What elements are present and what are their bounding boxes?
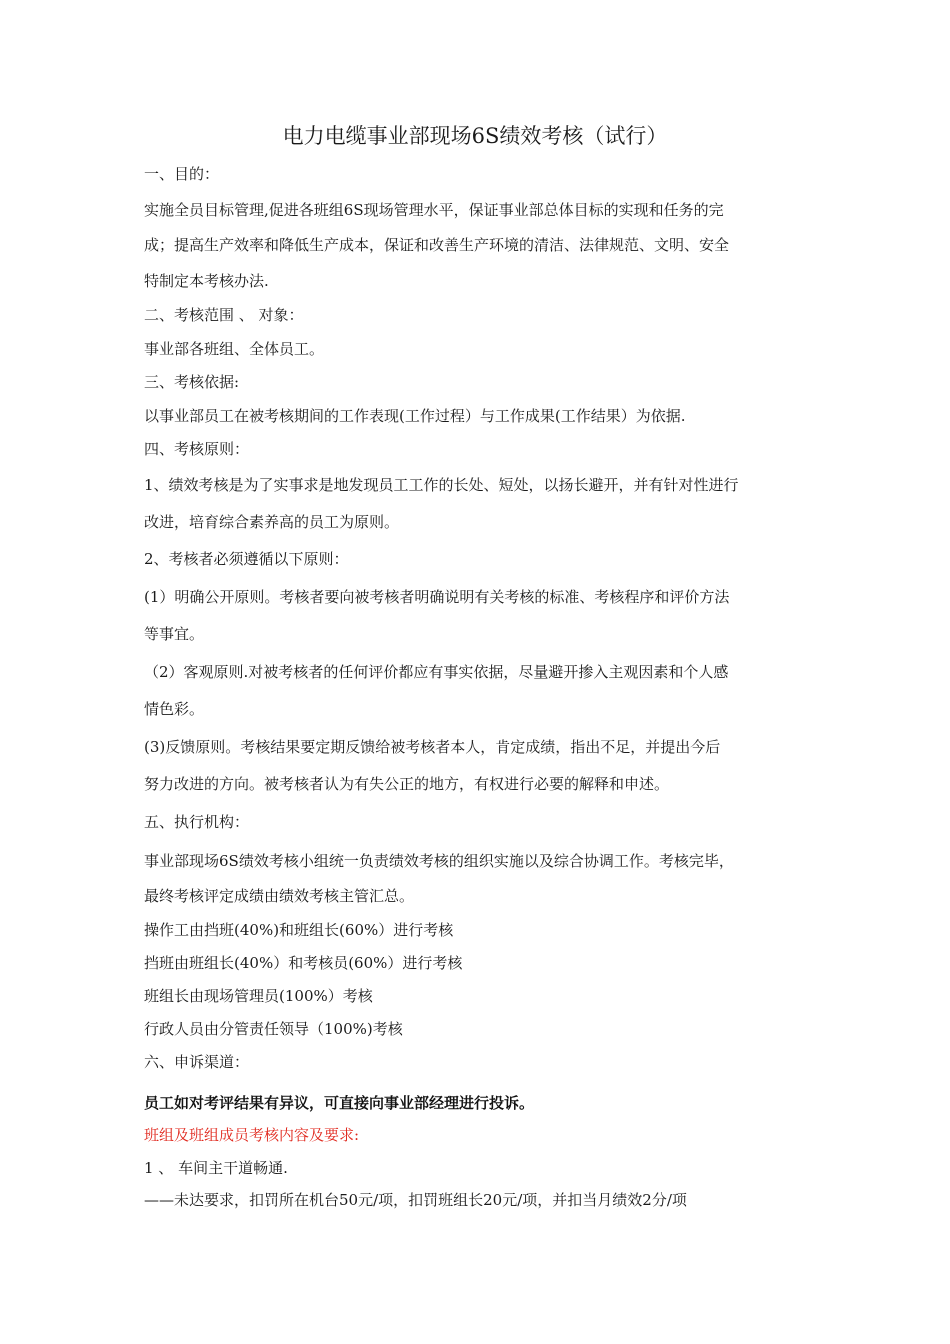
paragraph-line: 成；提高生产效率和降低生产成本，保证和改善生产环境的清洁、法律规范、文明、安全 (144, 236, 730, 254)
section-heading-scope: 二、考核范围 、 对象： (144, 306, 304, 324)
paragraph-line: 行政人员由分管责任领导（100%)考核 (144, 1020, 403, 1038)
paragraph-line: 改进，培育综合素养高的员工为原则。 (144, 513, 400, 531)
paragraph-line: 情色彩。 (144, 700, 205, 718)
paragraph-line: 1、绩效考核是为了实事求是地发现员工工作的长处、短处，以扬长避开，并有针对性进行 (144, 476, 739, 494)
section-heading-organization: 五、执行机构： (144, 813, 250, 831)
paragraph-line: 事业部现场6S绩效考核小组统一负责绩效考核的组织实施以及综合协调工作。考核完毕， (144, 852, 734, 870)
appeal-statement: 员工如对考评结果有异议，可直接向事业部经理进行投诉。 (144, 1094, 535, 1112)
requirements-heading: 班组及班组成员考核内容及要求: (144, 1126, 360, 1144)
paragraph-line: 努力改进的方向。被考核者认为有失公正的地方，有权进行必要的解释和申述。 (144, 775, 670, 793)
paragraph-line: 班组长由现场管理员(100%）考核 (144, 987, 373, 1005)
paragraph-line: 最终考核评定成绩由绩效考核主管汇总。 (144, 887, 415, 905)
paragraph-line: (3)反馈原则。考核结果要定期反馈给被考核者本人，肯定成绩，指出不足，并提出今后 (144, 738, 721, 756)
paragraph-line: 等事宜。 (144, 625, 205, 643)
document-title: 电力电缆事业部现场6S绩效考核（试行） (282, 124, 668, 148)
paragraph-line: 以事业部员工在被考核期间的工作表现(工作过程）与工作成果(工作结果）为依据. (144, 407, 686, 425)
paragraph-line: 操作工由挡班(40%)和班组长(60%）进行考核 (144, 921, 454, 939)
penalty-line: ——未达要求，扣罚所在机台50元/项，扣罚班组长20元/项，并扣当月绩效2分/项 (144, 1191, 687, 1209)
paragraph-line: 2、考核者必须遵循以下原则： (144, 550, 349, 568)
requirement-item: 1 、 车间主干道畅通. (144, 1159, 288, 1177)
section-heading-basis: 三、考核依据: (144, 373, 240, 391)
paragraph-line: (1）明确公开原则。考核者要向被考核者明确说明有关考核的标准、考核程序和评价方法 (144, 588, 730, 606)
section-heading-purpose: 一、目的： (144, 165, 220, 183)
paragraph-line: 实施全员目标管理,促进各班组6S现场管理水平，保证事业部总体目标的实现和任务的完 (144, 201, 724, 219)
paragraph-line: （2）客观原则.对被考核者的任何评价都应有事实依据，尽量避开掺入主观因素和个人感 (144, 663, 729, 681)
paragraph-line: 特制定本考核办法. (144, 272, 269, 290)
section-heading-appeal: 六、申诉渠道： (144, 1053, 250, 1071)
section-heading-principles: 四、考核原则： (144, 440, 250, 458)
paragraph-line: 事业部各班组、全体员工。 (144, 340, 325, 358)
paragraph-line: 挡班由班组长(40%）和考核员(60%）进行考核 (144, 954, 463, 972)
